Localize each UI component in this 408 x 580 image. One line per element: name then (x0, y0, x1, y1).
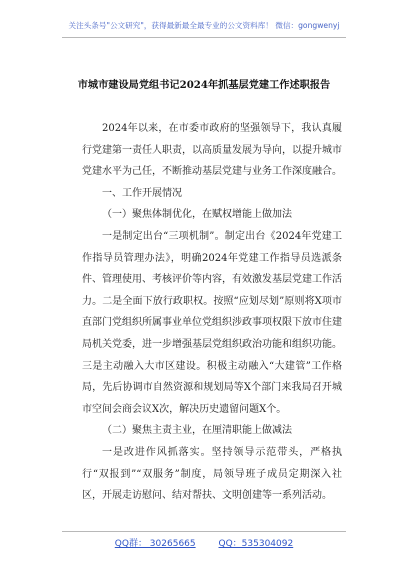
qq-contact-link[interactable]: QQ：535304092 (218, 539, 294, 549)
qq-group-link[interactable]: QQ群： 30265665 (114, 539, 196, 549)
document-title: 市城市建设局党组书记2024年抓基层党建工作述职报告 (77, 79, 331, 91)
intro-paragraph: 2024年以来，在市委市政府的坚强领导下，我认真履行党建第一责任人职责，以高质量发展为导向，以提升城市党建水平为己任，不断推动基层党建与业务工作深度融合。 (82, 123, 342, 178)
subsection-heading: （一）聚焦体制优化，在赋权增能上做加法 (102, 209, 292, 221)
header-banner: 关注头条号"公文研究"，获得最新最全最专业的公文资料库！ 微信：gongwenyj (68, 21, 340, 30)
body-paragraph: 一是制定出台“三项机制”。制定出台《2024年党建工作指导员管理办法》，明确2024年党建工作指导员选派条件、管理使用、考核评价等内容，有效激发基层党建工作活力。二是全面下放行政职权。按照“应划尽划”原则将X项市直部门党组织所属事业单位党组织涉政事项权限下放市住建局机关党委，进一步增强基层党组织政治功能和组织功能。三是主动融入大市区建设。积极主动融入“大建管”工作格局，先后协调市自然资源和规划局等X个部门来我局召开城市空间会商会议X次，解决历史遗留问题X个。 (82, 230, 342, 415)
body-paragraph: 一是改进作风抓落实。坚持领导示范带头，严格执行“双报到”“双服务”制度，局领导班子成员定期深入社区，开展走访慰问、结对帮扶、文明创建等一系列活动。 (82, 446, 342, 502)
footer-divider (62, 531, 346, 532)
header-divider (62, 37, 346, 38)
section-heading: 一、工作开展情况 (102, 187, 182, 199)
subsection-heading: （二）聚焦主责主业，在厘清职能上做减法 (102, 425, 292, 437)
footer-contact (0, 536, 408, 549)
document-body (82, 118, 342, 507)
